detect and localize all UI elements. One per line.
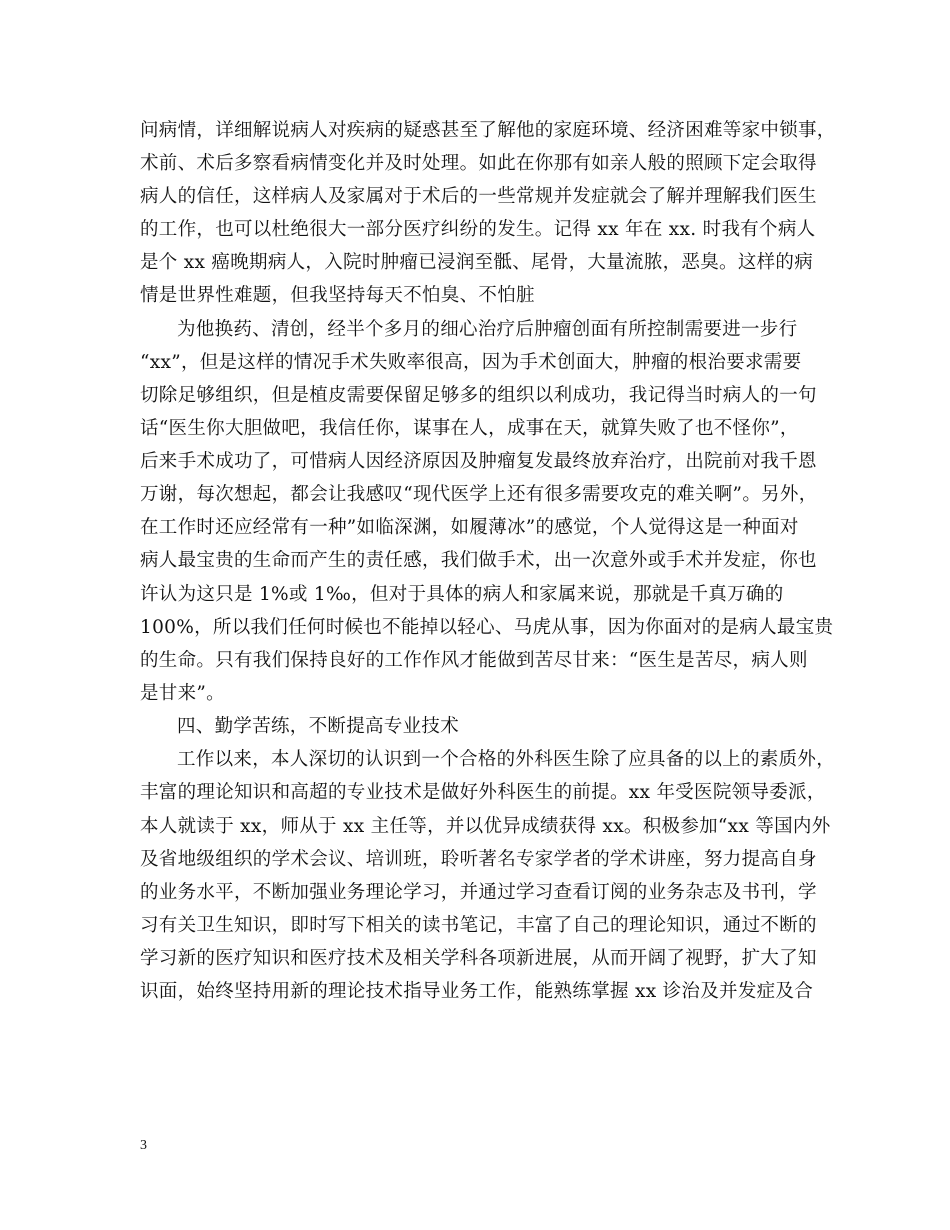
text-line: 学习新的医疗知识和医疗技术及相关学科各项新进展，从而开阔了视野，扩大了知 xyxy=(140,948,817,969)
text-line: 许认为这只是 1%或 1‰，但对于具体的病人和家属来说，那就是千真万确的 xyxy=(140,584,784,605)
text-line: 后来手术成功了，可惜病人因经济原因及肿瘤复发最终放弃治疗，出院前对我千恩 xyxy=(140,451,817,472)
text-line: 术前、术后多察看病情变化并及时处理。如此在你那有如亲人般的照顾下定会取得 xyxy=(140,153,817,174)
text-line: 的业务水平，不断加强业务理论学习，并通过学习查看订阅的业务杂志及书刊，学 xyxy=(140,882,817,903)
text-line: 丰富的理论知识和高超的专业技术是做好外科医生的前提。xx 年受医院领导委派， xyxy=(140,782,826,803)
paragraph-first-line: 工作以来，本人深切的认识到一个合格的外科医生除了应具备的以上的素质外， xyxy=(177,749,836,770)
text-line: 是个 xx 癌晚期病人，入院时肿瘤已浸润至骶、尾骨，大量流脓，恶臭。这样的病 xyxy=(140,252,814,273)
section-heading: 四、勤学苦练，不断提高专业技术 xyxy=(177,716,460,737)
text-line: 病人的信任，这样病人及家属对于术后的一些常规并发症就会了解并理解我们医生 xyxy=(140,186,817,207)
text-line: 万谢，每次想起，都会让我感叹“现代医学上还有很多需要攻克的难关啊”。另外， xyxy=(140,484,818,505)
text-line: 的工作，也可以杜绝很大一部分医疗纠纷的发生。记得 xx 年在 xx. 时我有个病人 xyxy=(140,219,816,240)
text-line: 习有关卫生知识，即时写下相关的读书笔记，丰富了自己的理论知识，通过不断的 xyxy=(140,915,817,936)
text-line: 100%，所以我们任何时候也不能掉以轻心、马虎从事，因为你面对的是病人最宝贵 xyxy=(140,617,834,638)
text-line: 在工作时还应经常有一种”如临深渊，如履薄冰”的感觉，个人觉得这是一种面对 xyxy=(140,517,799,538)
text-line: 及省地级组织的学术会议、培训班，聆听著名专家学者的学术讲座，努力提高自身 xyxy=(140,849,817,870)
text-line: 的生命。只有我们保持良好的工作作风才能做到苦尽甘来：“医生是苦尽，病人则 xyxy=(140,650,808,671)
text-line: 情是世界性难题，但我坚持每天不怕臭、不怕脏 xyxy=(140,285,535,306)
text-line: 病人最宝贵的生命而产生的责任感，我们做手术，出一次意外或手术并发症，你也 xyxy=(140,550,817,571)
text-line: 识面，始终坚持用新的理论技术指导业务工作，能熟练掌握 xx 诊治及并发症及合 xyxy=(140,981,814,1002)
text-line: 话“医生你大胆做吧，我信任你，谋事在人，成事在天，就算失败了也不怪你”， xyxy=(140,418,799,439)
text-line: 问病情，详细解说病人对疾病的疑惑甚至了解他的家庭环境、经济困难等家中锁事， xyxy=(140,120,836,141)
text-line: 切除足够组织，但是植皮需要保留足够多的组织以利成功，我记得当时病人的一句 xyxy=(140,385,817,406)
text-line: 本人就读于 xx，师从于 xx 主任等，并以优异成绩获得 xx。积极参加“xx 等国内外 xyxy=(140,816,831,837)
text-line: 是甘来”。 xyxy=(140,683,225,704)
paragraph-first-line: 为他换药、清创，经半个多月的细心治疗后肿瘤创面有所控制需要进一步行 xyxy=(177,319,798,340)
page-number: 3 xyxy=(140,1138,147,1153)
text-line: “xx”，但是这样的情况手术失败率很高，因为手术创面大，肿瘤的根治要求需要 xyxy=(140,352,802,373)
